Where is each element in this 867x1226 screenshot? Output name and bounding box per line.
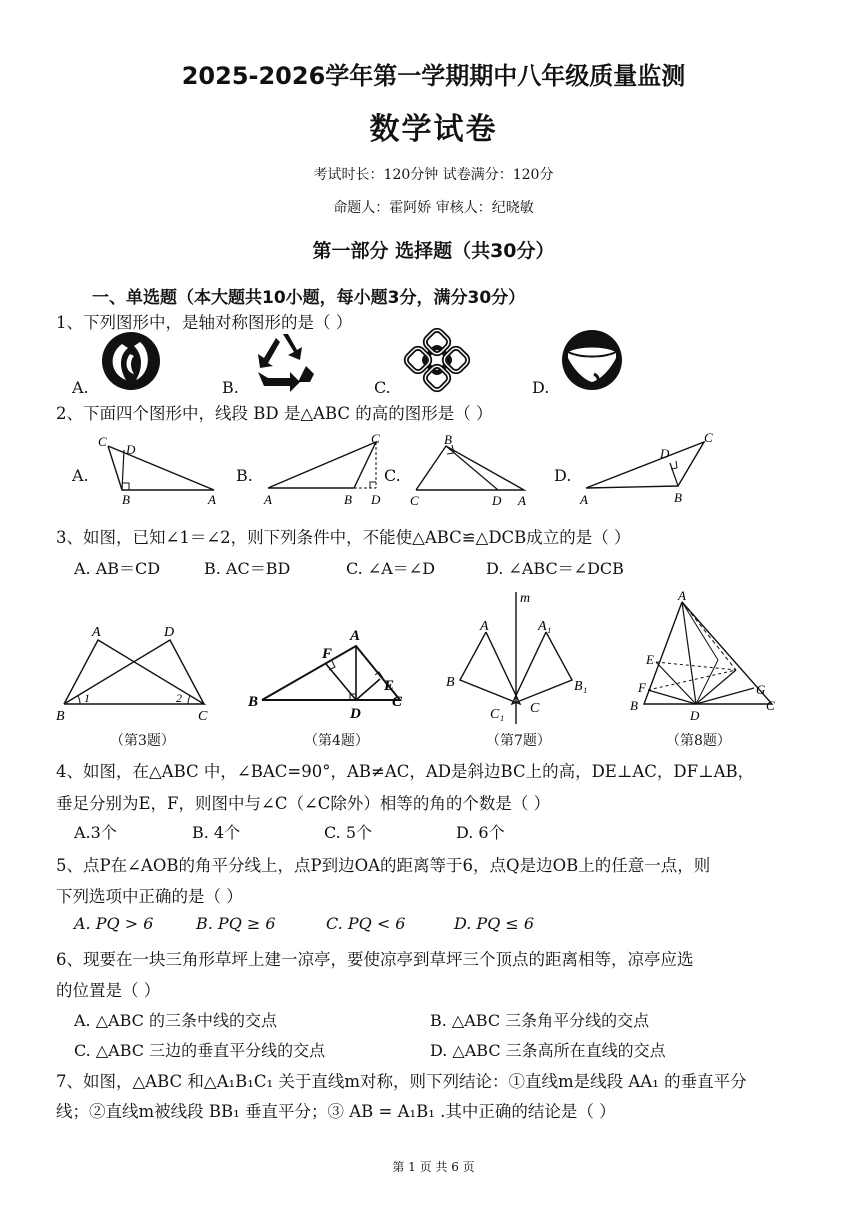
figure-4 [246, 622, 416, 726]
q4-stem-line2: 垂足分别为E，F，则图中与∠C（∠C除外）相等的角的个数是（ ） [56, 794, 551, 813]
f7-label-m: m [520, 591, 531, 606]
q2b-label-d: D [371, 492, 381, 507]
q2-figure-a [94, 434, 226, 508]
caption-fig4: （第4题） [304, 733, 369, 749]
q7-stem-line1: 7、如图，△ABC 和△A₁B₁C₁ 关于直线m对称，则下列结论：①直线m是线段 AA₁ 的垂直平分 [56, 1072, 747, 1091]
q5-option-d: D. PQ ≤ 6 [454, 914, 535, 933]
q3-stem: 3、如图，已知∠1＝∠2，则下列条件中，不能使△ABC≌△DCB成立的是（ ） [56, 528, 631, 547]
q2c-label-a: A [518, 493, 526, 508]
q3-option-a: A. AB＝CD [74, 559, 161, 578]
caption-fig3: （第3题） [110, 733, 175, 749]
q1-option-b: B. [222, 378, 239, 397]
q5-option-b: B. PQ ≥ 6 [196, 914, 276, 933]
exam-meta-duration: 考试时长：120分钟 试卷满分：120分 [313, 167, 554, 183]
f8-label-d: D [690, 708, 700, 723]
q2-option-c: C. [384, 466, 401, 485]
q2c-label-c: C [410, 493, 419, 508]
exam-meta-authors: 命题人：霍阿娇 审核人：纪晓敏 [333, 200, 534, 216]
f3-label-a: A [92, 625, 101, 640]
f8-label-c: C [766, 698, 775, 713]
part-title: 第一部分 选择题（共30分） [312, 240, 555, 262]
q2c-label-b: B [444, 432, 452, 447]
section-title: 一、单选题（本大题共10小题，每小题3分，满分30分） [92, 288, 526, 308]
q2b-label-b: B [344, 492, 352, 507]
q6-option-b: B. △ABC 三条角平分线的交点 [430, 1011, 650, 1030]
q2-figure-c [404, 432, 534, 508]
q4-option-a: A.3个 [74, 823, 117, 842]
q1-stem: 1、下列图形中，是轴对称图形的是（ ） [56, 313, 353, 332]
f7-label-b1: B₁ [574, 679, 588, 694]
f8-label-f: F [638, 680, 646, 695]
f7-label-a1: A₁ [538, 619, 552, 634]
q6-stem-line1: 6、现要在一块三角形草坪上建一凉亭，要使凉亭到草坪三个顶点的距离相等，凉亭应选 [56, 950, 694, 969]
f3-label-b: B [56, 709, 65, 724]
figure-8 [626, 588, 786, 724]
q2d-label-b: B [674, 490, 682, 505]
q2d-label-a: A [580, 492, 588, 507]
f4-label-c: C [392, 694, 403, 710]
q5-stem-line2: 下列选项中正确的是（ ） [56, 887, 243, 906]
figure-3 [52, 620, 222, 724]
q3-option-b: B. AC＝BD [204, 559, 291, 578]
q2-option-b: B. [236, 466, 253, 485]
q2d-label-c: C [704, 430, 713, 445]
q1-figure-d [560, 328, 624, 392]
q3-option-c: C. ∠A＝∠D [346, 559, 436, 578]
f3-label-angle1: 1 [84, 691, 90, 705]
f4-label-a: A [350, 628, 361, 644]
q2a-label-b: B [122, 492, 130, 507]
q5-option-a: A. PQ > 6 [74, 914, 154, 933]
q2-figure-d [576, 430, 716, 508]
f4-label-b: B [248, 694, 259, 710]
f7-label-a: A [480, 619, 489, 634]
q2a-label-d: D [126, 442, 136, 457]
f7-label-c1: C₁ [490, 707, 505, 722]
q2-stem: 2、下面四个图形中，线段 BD 是△ABC 的高的图形是（ ） [56, 404, 493, 423]
q2c-label-d: D [492, 493, 502, 508]
q3-option-d: D. ∠ABC＝∠DCB [486, 559, 624, 578]
q2d-label-d: D [660, 446, 670, 461]
q1-option-a: A. [72, 378, 89, 397]
page-footer: 第 1 页 共 6 页 [392, 1160, 475, 1174]
q2a-label-c: C [98, 434, 107, 449]
q2-figure-b [258, 432, 388, 508]
q6-option-a: A. △ABC 的三条中线的交点 [74, 1011, 277, 1030]
f3-label-d: D [164, 625, 175, 640]
q4-option-b: B. 4个 [192, 823, 241, 842]
q1-option-c: C. [374, 378, 391, 397]
q2b-label-c: C [371, 432, 380, 446]
q2a-label-a: A [208, 492, 216, 507]
q5-stem-line1: 5、点P在∠AOB的角平分线上，点P到边OA的距离等于6，点Q是边OB上的任意一点，则 [56, 856, 711, 875]
caption-fig8: （第8题） [666, 733, 731, 749]
q6-option-c: C. △ABC 三边的垂直平分线的交点 [74, 1041, 326, 1060]
q2b-label-a: A [264, 492, 272, 507]
exam-title: 2025-2026学年第一学期期中八年级质量监测 [181, 62, 686, 90]
q2-option-a: A. [72, 466, 89, 485]
subject-title: 数学试卷 [369, 112, 498, 147]
q5-option-c: C. PQ < 6 [326, 914, 406, 933]
caption-fig7: （第7题） [486, 733, 551, 749]
f8-label-g: G [756, 682, 766, 697]
q6-stem-line2: 的位置是（ ） [56, 981, 161, 1000]
f4-label-e: E [384, 678, 395, 694]
f4-label-d: D [350, 706, 361, 722]
f3-label-angle2: 2 [176, 691, 182, 705]
q7-stem-line2: 线；②直线m被线段 BB₁ 垂直平分；③ AB = A₁B₁ .其中正确的结论是（ ） [56, 1102, 616, 1121]
q2-option-d: D. [554, 466, 572, 485]
q1-option-d: D. [532, 378, 550, 397]
f8-label-a: A [678, 588, 686, 603]
f3-label-c: C [198, 709, 208, 724]
figure-7 [440, 586, 600, 726]
q1-figure-b-recycle [250, 330, 316, 392]
q4-stem-line1: 4、如图，在△ABC 中，∠BAC=90°，AB≠AC，AD是斜边BC上的高，DE⊥AC，DF⊥AB， [56, 762, 755, 781]
q4-option-c: C. 5个 [324, 823, 373, 842]
f4-label-f: F [322, 646, 333, 662]
q4-option-d: D. 6个 [456, 823, 505, 842]
f7-label-c: C [530, 701, 540, 716]
f8-label-e: E [646, 652, 654, 667]
f7-label-b: B [446, 675, 455, 690]
q1-figure-c-knot [400, 328, 474, 394]
q6-option-d: D. △ABC 三条高所在直线的交点 [430, 1041, 666, 1060]
q1-figure-a [100, 330, 162, 392]
f8-label-b: B [630, 698, 638, 713]
